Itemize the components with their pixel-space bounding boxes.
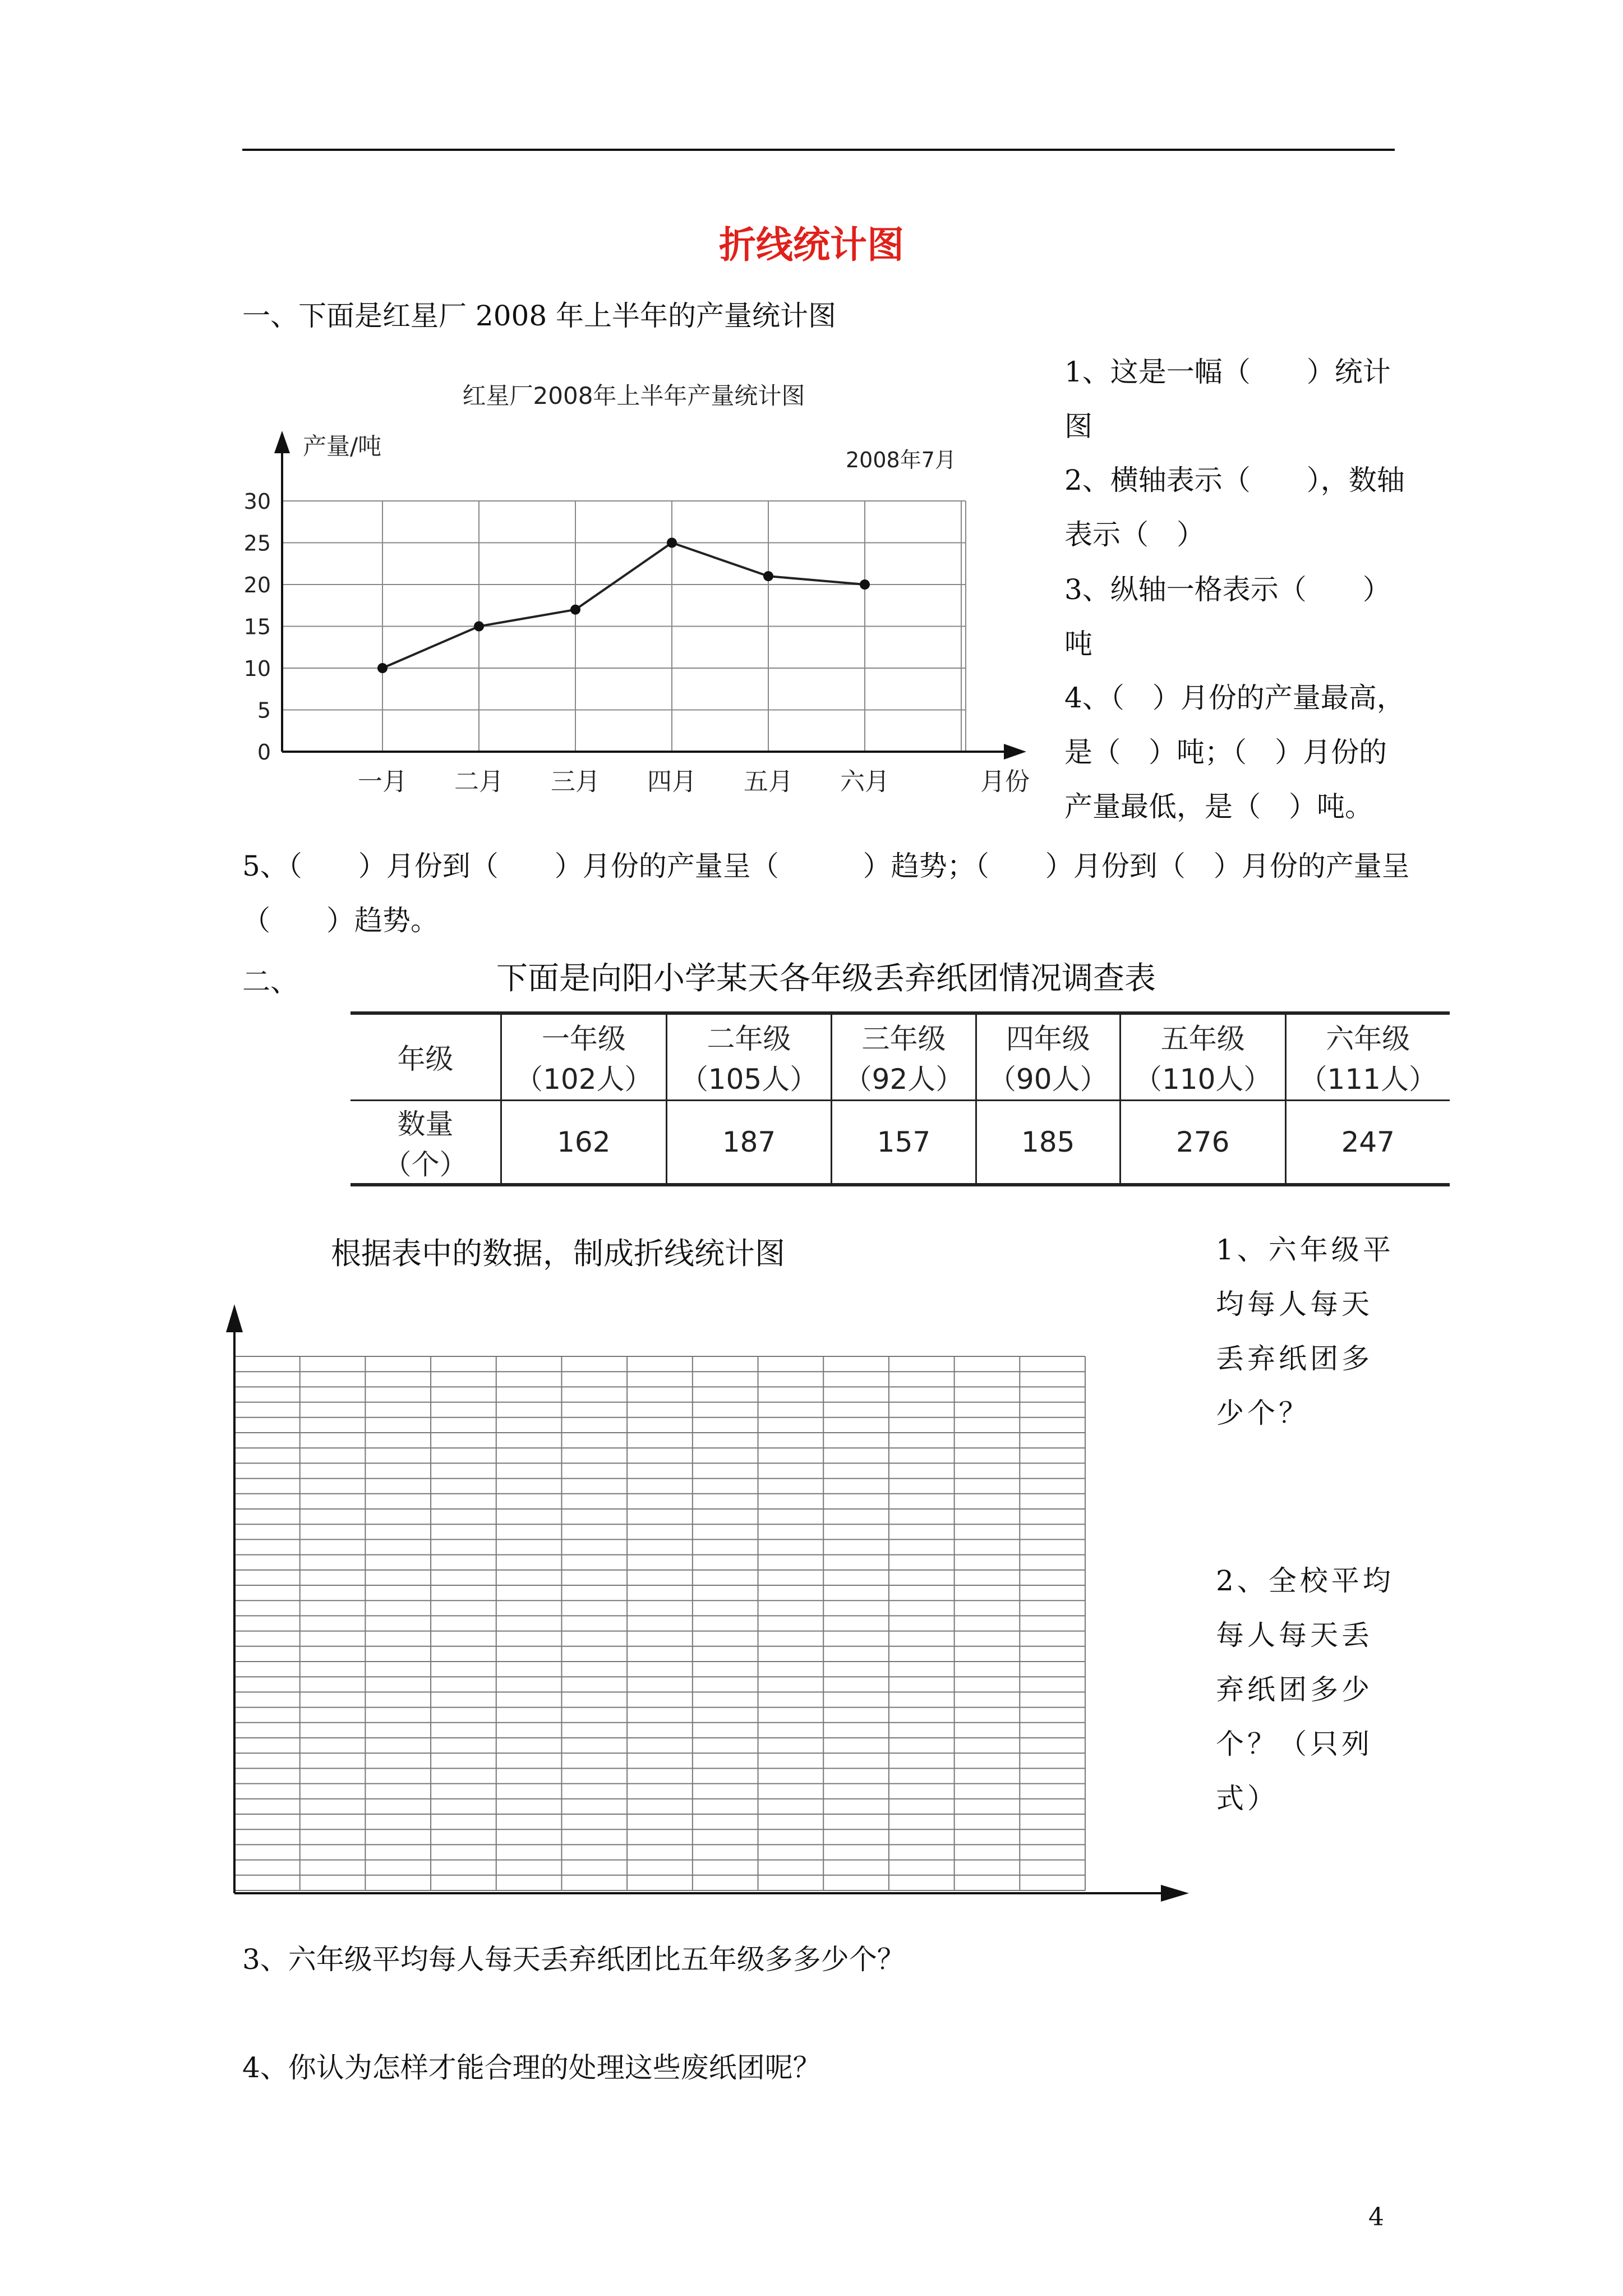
chart-grid	[282, 501, 966, 752]
y-tick-label: 25	[243, 531, 271, 556]
grade-cell	[666, 1013, 832, 1100]
data-point	[474, 622, 484, 632]
section2-question-1: 1、六年级平均每人每天丢弃纸团多少个？	[1216, 1234, 1394, 1429]
x-axis-arrow-icon	[1161, 1885, 1189, 1902]
question-5-line1: 5、（ ）月份到（ ）月份的产量呈（ ）趋势；（ ）月份到（ ）月份的产量呈	[242, 850, 1410, 882]
blank-grid-lines	[234, 1356, 1085, 1890]
grade-cell	[1285, 1013, 1450, 1100]
page-number: 4	[1368, 2203, 1384, 2231]
table-header-count: 数量 （个）	[351, 1100, 501, 1185]
grade-people: （102人）	[515, 1063, 653, 1096]
data-point	[763, 571, 773, 581]
grade-name: 一年级	[541, 1023, 626, 1056]
grade-people: （111人）	[1299, 1063, 1437, 1096]
grade-name: 二年级	[707, 1023, 791, 1056]
grade-name: 五年级	[1160, 1023, 1245, 1056]
grade-people: （110人）	[1134, 1063, 1272, 1096]
chart-title: 红星厂2008年上半年产量统计图	[462, 382, 805, 409]
count-cell: 185	[976, 1100, 1120, 1185]
grade-people: （90人）	[988, 1063, 1108, 1096]
x-category-label: 四月	[647, 767, 697, 796]
table-header-grade: 年级	[351, 1013, 501, 1100]
chart-date-note: 2008年7月	[846, 448, 956, 472]
x-category-labels	[358, 767, 889, 796]
count-cell: 187	[666, 1100, 832, 1185]
y-tick-label: 10	[243, 656, 271, 681]
question-5-line2: （ ）趋势。	[242, 904, 439, 937]
page-title: 折线统计图	[719, 223, 904, 266]
y-tick-label: 0	[257, 740, 271, 765]
grade-people: （105人）	[680, 1063, 818, 1096]
question-3: 3、纵轴一格表示（ ）吨	[1064, 573, 1391, 660]
question-2: 2、横轴表示（ ），数轴表示（ ）	[1064, 464, 1405, 551]
x-category-label: 一月	[358, 767, 407, 796]
grade-name: 四年级	[1006, 1023, 1090, 1056]
y-axis-arrow-icon	[226, 1304, 243, 1332]
table-row	[351, 1013, 1450, 1100]
count-cell: 276	[1120, 1100, 1285, 1185]
y-axis-label: 产量/吨	[303, 432, 382, 460]
production-line-chart	[241, 365, 1032, 813]
grade-cell	[832, 1013, 976, 1100]
count-cell: 162	[501, 1100, 667, 1185]
data-points	[377, 538, 870, 674]
header-rule	[242, 149, 1395, 151]
x-axis-label: 月份	[980, 767, 1030, 796]
section2-question-3: 3、六年级平均每人每天丢弃纸团比五年级多多少个？	[242, 1943, 905, 1976]
blank-drawing-grid[interactable]	[213, 1290, 1200, 1918]
data-point	[570, 605, 580, 615]
y-tick-label: 15	[243, 614, 271, 639]
grade-cell	[501, 1013, 667, 1100]
data-point	[860, 579, 870, 590]
blank-chart-caption: 根据表中的数据，制成折线统计图	[331, 1236, 785, 1271]
section2-question-4: 4、你认为怎样才能合理的处理这些废纸团呢？	[242, 2051, 821, 2084]
question-1: 1、这是一幅（ ）统计图	[1064, 356, 1391, 443]
grade-cell	[1120, 1013, 1285, 1100]
x-category-label: 五月	[744, 767, 793, 796]
y-tick-labels	[244, 489, 271, 765]
section2-question-2: 2、全校平均每人每天丢弃纸团多少个？（只列式）	[1216, 1565, 1394, 1815]
x-category-label: 三月	[551, 767, 600, 796]
y-tick-label: 20	[243, 573, 271, 597]
table-row	[351, 1100, 1450, 1185]
section1-heading: 一、下面是红星厂 2008 年上半年的产量统计图	[242, 300, 837, 332]
grade-people: （92人）	[843, 1063, 964, 1096]
data-point	[377, 663, 388, 673]
grade-cell	[976, 1013, 1120, 1100]
data-point	[667, 538, 677, 548]
count-cell: 247	[1285, 1100, 1450, 1185]
y-tick-label: 5	[257, 698, 271, 723]
grade-name: 六年级	[1326, 1023, 1410, 1056]
y-tick-label: 30	[243, 489, 271, 514]
series-line	[382, 543, 865, 669]
count-cell: 157	[832, 1100, 976, 1185]
x-category-label: 二月	[454, 767, 504, 796]
x-axis-arrow-icon	[1004, 744, 1026, 760]
section2-number: 二、	[242, 965, 298, 998]
table-title: 下面是向阳小学某天各年级丢弃纸团情况调查表	[496, 960, 1156, 997]
x-category-label: 六月	[840, 767, 889, 796]
question-4: 4、（ ）月份的产量最高，是（ ）吨；（ ）月份的产量最低，是（ ）吨。	[1064, 682, 1405, 823]
y-axis-arrow-icon	[274, 431, 290, 453]
grade-name: 三年级	[861, 1023, 946, 1056]
survey-table	[351, 1011, 1450, 1186]
